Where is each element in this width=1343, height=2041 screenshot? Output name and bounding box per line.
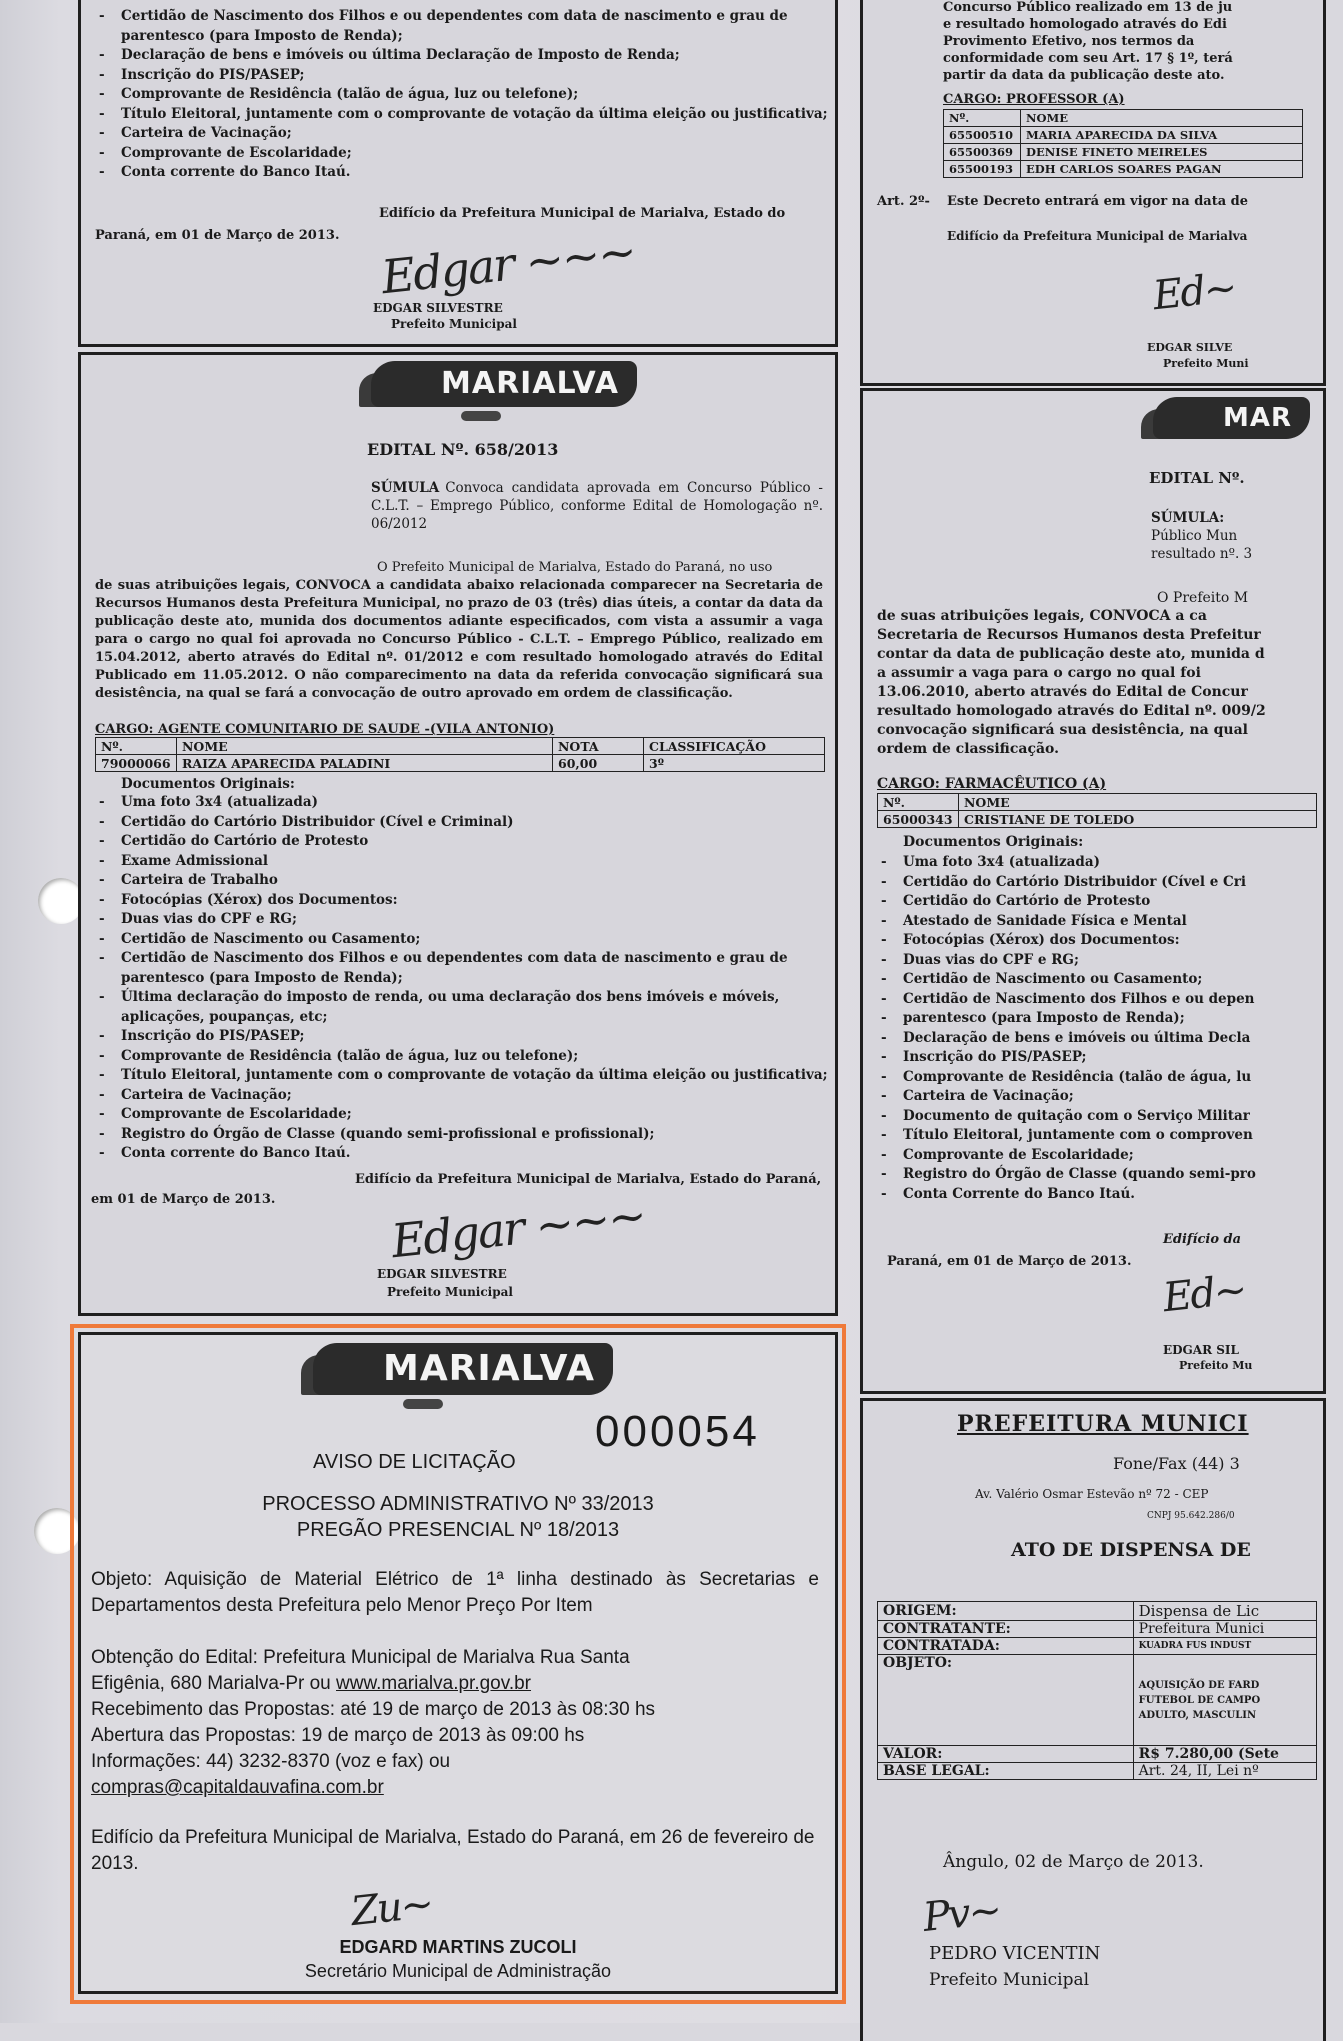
table-row xyxy=(878,1621,1317,1638)
list-item: - Conta corrente do Banco Itaú. xyxy=(95,163,815,183)
intro-first-line: O Prefeito M xyxy=(1157,590,1249,606)
cell: CRISTIANE DE TOLEDO xyxy=(959,811,1317,828)
cell: DENISE FINETO MEIRELES xyxy=(1021,144,1303,161)
text-line: Secretaria de Recursos Humanos desta Prefeitur xyxy=(877,627,1261,643)
closing-text: Edifício da Prefeitura Municipal de Marialva, Estado do Paraná, em 26 de fevereiro de 2013. xyxy=(91,1827,815,1874)
obtencao-line: Obtenção do Edital: Prefeitura Municipal de Marialva Rua Santa xyxy=(91,1647,630,1668)
text-line: ordem de classificação. xyxy=(877,741,1059,757)
signer-name: EDGAR SILVESTRE xyxy=(377,1267,507,1281)
sumula-label: SÚMULA xyxy=(371,480,440,496)
art2-label: Art. 2º- xyxy=(877,194,930,209)
aviso-box xyxy=(78,1332,838,1994)
sumula-lines xyxy=(1151,509,1252,563)
list-item: - Documento de quitação com o Serviço Militar xyxy=(877,1107,1317,1127)
marialva-logo xyxy=(1153,397,1310,439)
pregao-line: PREGÃO PRESENCIAL Nº 18/2013 xyxy=(296,1519,620,1541)
list-item: - Exame Admissional xyxy=(95,852,825,872)
date-line: Ângulo, 02 de Março de 2013. xyxy=(943,1852,1204,1872)
list-item: - Comprovante de Escolaridade; xyxy=(877,1146,1317,1166)
cell: 65500369 xyxy=(944,144,1021,161)
table-row xyxy=(878,811,1317,828)
closing-date: Paraná, em 01 de Março de 2013. xyxy=(887,1254,1132,1269)
table-row xyxy=(944,127,1303,144)
closing-line: Edifício da Prefeitura Municipal de Marialva, Estado do Paraná, xyxy=(355,1172,822,1187)
top-lines xyxy=(943,0,1343,84)
address-line: Av. Valério Osmar Estevão nº 72 - CEP xyxy=(975,1487,1209,1501)
intro-first-line: O Prefeito Municipal de Marialva, Estado do Paraná, no uso xyxy=(377,560,773,575)
cell: Art. 24, II, Lei nº xyxy=(1133,1763,1316,1780)
signer-role: Secretário Municipal de Administração xyxy=(304,1961,612,1981)
right-column xyxy=(860,0,1293,2023)
text-line: Público Mun xyxy=(1151,528,1238,544)
cell: MARIA APARECIDA DA SILVA xyxy=(1021,127,1303,144)
prefeitura-title: PREFEITURA MUNICI xyxy=(957,1411,1249,1437)
obtencao-line-2 xyxy=(91,1673,531,1695)
text-line: conformidade com seu Art. 17 § 1º, terá xyxy=(943,51,1233,66)
recebimento-line: Recebimento das Propostas: até 19 de março de 2013 às 08:30 hs xyxy=(91,1699,656,1720)
signature: Ed~ xyxy=(1160,1266,1248,1322)
list-item: - Certidão do Cartório Distribuidor (Cível e Criminal) xyxy=(95,813,825,833)
cell: 65500193 xyxy=(944,161,1021,178)
cell: OBJETO: xyxy=(878,1655,1134,1746)
list-item: - Comprovante de Residência (talão de água, luz ou telefone); xyxy=(95,85,815,105)
processo-line: PROCESSO ADMINISTRATIVO Nº 33/2013 xyxy=(262,1493,654,1515)
signer-name: EDGAR SIL xyxy=(1163,1343,1239,1357)
text-line: a assumir a vaga para o cargo no qual foi xyxy=(877,665,1201,681)
edital-number: EDITAL Nº. xyxy=(1149,469,1245,487)
col-header: Nº. xyxy=(878,794,959,811)
closing-line: Edifício da Prefeitura Municipal de Marialva, Estado do xyxy=(379,206,786,221)
signer-role: Prefeito Muni xyxy=(1163,357,1249,370)
cell: CONTRATADA: xyxy=(878,1638,1134,1655)
closing-line: Edifício da Prefeitura Municipal de Marialva xyxy=(947,229,1248,243)
cell: 60,00 xyxy=(553,755,644,772)
signer-name: EDGARD MARTINS ZUCOLI xyxy=(339,1937,577,1957)
text-line: SÚMULA: xyxy=(1151,510,1225,526)
list-item: - Fotocópias (Xérox) dos Documentos: xyxy=(877,931,1317,951)
signer-name: EDGAR SILVESTRE xyxy=(373,301,503,315)
edital-box-2 xyxy=(78,352,838,1316)
list-item: - Conta corrente do Banco Itaú. xyxy=(95,1144,825,1164)
dispensa-table xyxy=(877,1601,1317,1780)
list-item: - Carteira de Vacinação; xyxy=(95,124,815,144)
cell: AQUISIÇÃO DE FARD FUTEBOL DE CAMPO ADULTO, MASCULIN xyxy=(1133,1655,1316,1746)
table-row xyxy=(944,144,1303,161)
cell: R$ 7.280,00 (Sete xyxy=(1133,1746,1316,1763)
ato-title: ATO DE DISPENSA DE xyxy=(1011,1539,1251,1561)
list-item: - Fotocópias (Xérox) dos Documentos: xyxy=(95,891,825,911)
cell: VALOR: xyxy=(878,1746,1134,1763)
table-row xyxy=(878,1638,1317,1655)
closing-date: em 01 de Março de 2013. xyxy=(91,1192,276,1207)
list-item: - Comprovante de Residência (talão de água, lu xyxy=(877,1068,1317,1088)
signer-name: PEDRO VICENTIN xyxy=(929,1943,1101,1964)
cell: EDH CARLOS SOARES PAGAN xyxy=(1021,161,1303,178)
logo-text: MARIALVA xyxy=(383,1348,595,1389)
logo-text: MARIALVA xyxy=(441,366,619,401)
art2-text: Este Decreto entrará em vigor na data de xyxy=(947,194,1249,209)
list-item: - Certidão do Cartório Distribuidor (Cível e Cri xyxy=(877,873,1317,893)
table-row xyxy=(878,1602,1317,1621)
marialva-logo xyxy=(313,1343,613,1395)
aviso-title: AVISO DE LICITAÇÃO xyxy=(313,1451,516,1473)
documents-list xyxy=(877,853,1317,1204)
text-line: partir da data da publicação deste ato. xyxy=(943,68,1225,83)
edital-number: EDITAL Nº. 658/2013 xyxy=(367,440,559,459)
text-line: Concurso Público realizado em 13 de ju xyxy=(943,0,1233,15)
signature: Edgar ~~~ xyxy=(388,1187,648,1269)
signer-role: Prefeito Municipal xyxy=(387,1285,513,1299)
text-line: resultado homologado através do Edital nº. 009/2 xyxy=(877,703,1266,719)
list-item: - Certidão do Cartório de Protesto xyxy=(95,832,825,852)
intro-lines xyxy=(877,607,1266,759)
edition-number: 000054 xyxy=(595,1407,760,1456)
col-header: CLASSIFICAÇÃO xyxy=(644,738,825,755)
edital-box-right xyxy=(860,388,1326,1394)
docs-title: Documentos Originais: xyxy=(121,776,295,792)
cell: 65000343 xyxy=(878,811,959,828)
abertura-line: Abertura das Propostas: 19 de março de 2013 às 09:00 hs xyxy=(91,1725,585,1746)
list-item: - Comprovante de Escolaridade; xyxy=(95,144,815,164)
list-item: - Título Eleitoral, juntamente com o comproven xyxy=(877,1126,1317,1146)
text-line: contar da data de publicação deste ato, munida d xyxy=(877,646,1265,662)
table-row xyxy=(878,1655,1317,1746)
list-item: - Última declaração do imposto de renda, ou uma declaração dos bens imóveis e móveis, aplicações, poupanças, etc; xyxy=(95,988,825,1027)
list-item: - Certidão de Nascimento ou Casamento; xyxy=(95,930,825,950)
cargo-heading: CARGO: FARMACÊUTICO (A) xyxy=(877,776,1107,792)
documents-list xyxy=(95,7,828,183)
list-item: - Registro do Órgão de Classe (quando semi-pro xyxy=(877,1165,1317,1185)
list-item: - Declaração de bens e imóveis ou última Decla xyxy=(877,1029,1317,1049)
address-text: Efigênia, 680 Marialva-Pr ou xyxy=(91,1673,337,1694)
list-item: - Certidão de Nascimento dos Filhos e ou depen xyxy=(877,990,1317,1010)
list-item: - Certidão de Nascimento ou Casamento; xyxy=(877,970,1317,990)
signer-role: Prefeito Municipal xyxy=(929,1970,1090,1990)
email-link[interactable]: compras@capitaldauvafina.com.br xyxy=(91,1777,384,1798)
fone-line: Fone/Fax (44) 3 xyxy=(1113,1454,1240,1473)
cargo-heading: CARGO: AGENTE COMUNITARIO DE SAUDE -(VILA ANTONIO) xyxy=(95,722,555,737)
farmaceutico-table xyxy=(877,793,1317,828)
list-item: - Uma foto 3x4 (atualizada) xyxy=(95,793,825,813)
text-line: Provimento Efetivo, nos termos da xyxy=(943,34,1195,49)
col-header: NOTA xyxy=(553,738,644,755)
edital-box-1 xyxy=(78,0,838,347)
cell: 3º xyxy=(644,755,825,772)
dispensa-box xyxy=(860,1398,1326,2041)
col-header: NOME xyxy=(959,794,1317,811)
cell: 79000066 xyxy=(96,755,177,772)
logo-text: MAR xyxy=(1223,403,1293,433)
list-item: - Duas vias do CPF e RG; xyxy=(95,910,825,930)
col-header: Nº. xyxy=(96,738,177,755)
sumula-text: Convoca candidata aprovada em Concurso Público - C.L.T. – Emprego Público, conforme Edital de Homologação nº. 06/2012 xyxy=(371,480,823,532)
cell: Dispensa de Lic xyxy=(1133,1602,1316,1621)
list-item: - Comprovante de Residência (talão de água, luz ou telefone); xyxy=(95,1047,825,1067)
text-line: convocação significará sua desistência, na qual xyxy=(877,722,1248,738)
col-header: NOME xyxy=(177,738,553,755)
website-link[interactable]: www.marialva.pr.gov.br xyxy=(336,1673,532,1694)
list-item: - Certidão de Nascimento dos Filhos e ou dependentes com data de nascimento e grau de parentesco (para Imposto de Renda); xyxy=(95,7,815,46)
candidate-table xyxy=(95,737,825,772)
table-row xyxy=(878,1746,1317,1763)
col-header: Nº. xyxy=(944,110,1021,127)
informacoes-line: Informações: 44) 3232-8370 (voz e fax) ou xyxy=(91,1751,451,1772)
cell: RAIZA APARECIDA PALADINI xyxy=(177,755,553,772)
list-item: - Título Eleitoral, juntamente com o comprovante de votação da última eleição ou justificativa; xyxy=(95,1066,825,1086)
objeto-text: Objeto: Aquisição de Material Elétrico de 1ª linha destinado às Secretarias e Departamentos desta Prefeitura pelo Menor Preço Por Item xyxy=(91,1569,819,1616)
signer-role: Prefeito Municipal xyxy=(391,317,517,331)
sumula xyxy=(371,479,823,533)
col-header: NOME xyxy=(1021,110,1303,127)
cell: 65500510 xyxy=(944,127,1021,144)
text-line: resultado nº. 3 xyxy=(1151,546,1253,562)
list-item: - Certidão do Cartório de Protesto xyxy=(877,892,1317,912)
list-item: - Título Eleitoral, juntamente com o comprovante de votação da última eleição ou justificativa; xyxy=(95,105,815,125)
list-item: - Inscrição do PIS/PASEP; xyxy=(95,1027,825,1047)
docs-title: Documentos Originais: xyxy=(903,834,1084,850)
text-line: e resultado homologado através do Edi xyxy=(943,17,1227,32)
signature: Pv~ xyxy=(920,1887,1003,1941)
professor-table xyxy=(943,109,1303,178)
cell: KUADRA FUS INDUST xyxy=(1133,1638,1316,1655)
marialva-logo xyxy=(371,361,637,407)
signature: Edgar ~~~ xyxy=(378,223,638,305)
cargo-heading: CARGO: PROFESSOR (A) xyxy=(943,92,1125,107)
text-line: de suas atribuições legais, CONVOCA a ca xyxy=(877,608,1207,624)
signature: Ed~ xyxy=(1150,264,1238,320)
list-item: - Declaração de bens e imóveis ou última Declaração de Imposto de Renda; xyxy=(95,46,815,66)
cnpj-line: CNPJ 95.642.286/0 xyxy=(1147,1511,1235,1521)
list-item: - parentesco (para Imposto de Renda); xyxy=(877,1009,1317,1029)
cell: ORIGEM: xyxy=(878,1602,1134,1621)
list-item: - Atestado de Sanidade Física e Mental xyxy=(877,912,1317,932)
text-line: 13.06.2010, aberto através do Edital de Concur xyxy=(877,684,1248,700)
documents-list xyxy=(95,793,828,1164)
closing-date: Paraná, em 01 de Março de 2013. xyxy=(95,228,340,243)
list-item: - Comprovante de Escolaridade; xyxy=(95,1105,825,1125)
list-item: - Carteira de Trabalho xyxy=(95,871,825,891)
list-item: - Carteira de Vacinação; xyxy=(95,1086,825,1106)
closing-line: Edifício da xyxy=(1163,1232,1242,1247)
list-item: - Registro do Órgão de Classe (quando semi-profissional e profissional); xyxy=(95,1125,825,1145)
cell: BASE LEGAL: xyxy=(878,1763,1134,1780)
cell: CONTRATANTE: xyxy=(878,1621,1134,1638)
list-item: - Conta Corrente do Banco Itaú. xyxy=(877,1185,1317,1205)
table-row xyxy=(944,161,1303,178)
list-item: - Carteira de Vacinação; xyxy=(877,1087,1317,1107)
decreto-box xyxy=(860,0,1326,386)
intro-paragraph: de suas atribuições legais, CONVOCA a candidata abaixo relacionada comparecer na Secretaria de Recursos Humanos desta Prefeitura Municipal, no prazo de 03 (três) dias úteis, a contar da data da publicação deste ato, munida dos documentos adiante especificados, com vista a assumir a vaga para o cargo no qual foi aprovada no Concurso Público - C.L.T. – Emprego Público, realizado em 15.04.2012, aberto através do Edital nº. 01/2012 e com resultado homologado através do Edital Publicado em 11.05.2012. O não comparecimento na data da referida convocação significará sua desistência, na qual se fará a convocação de outro aprovado em ordem de classificação. xyxy=(95,578,823,701)
signer-role: Prefeito Mu xyxy=(1179,1359,1253,1372)
table-row xyxy=(878,1763,1317,1780)
signer-name: EDGAR SILVE xyxy=(1147,341,1233,354)
list-item: - Duas vias do CPF e RG; xyxy=(877,951,1317,971)
signature: Zu~ xyxy=(348,1880,435,1936)
list-item: - Certidão de Nascimento dos Filhos e ou dependentes com data de nascimento e grau de parentesco (para Imposto de Renda); xyxy=(95,949,825,988)
list-item: - Uma foto 3x4 (atualizada) xyxy=(877,853,1317,873)
table-row xyxy=(96,755,825,772)
list-item: - Inscrição do PIS/PASEP; xyxy=(95,66,815,86)
cell: Prefeitura Munici xyxy=(1133,1621,1316,1638)
list-item: - Inscrição do PIS/PASEP; xyxy=(877,1048,1317,1068)
